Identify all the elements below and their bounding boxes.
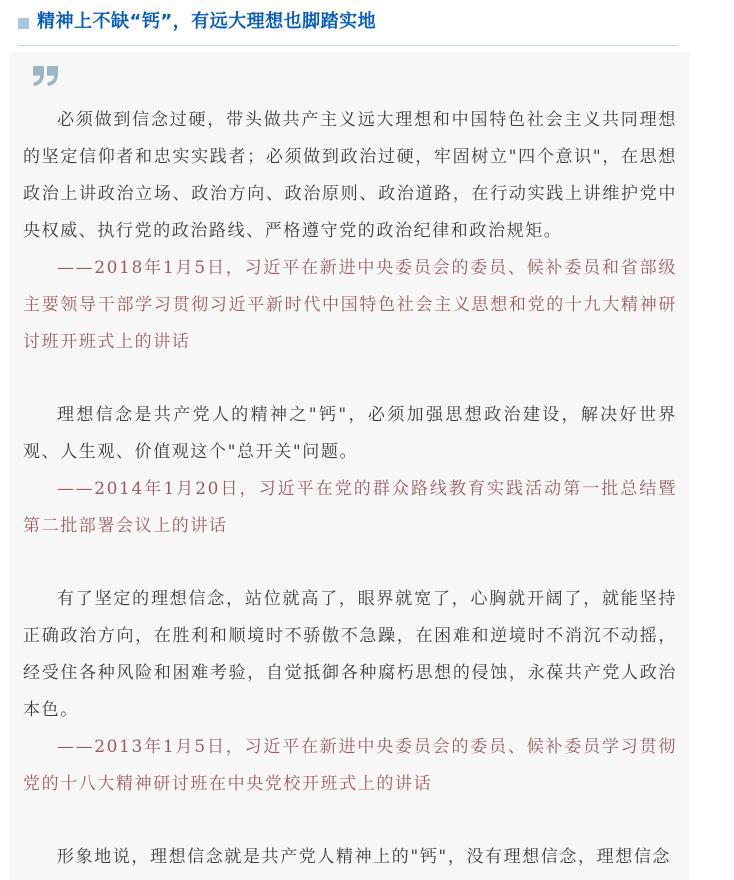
quote-item — [23, 581, 677, 803]
bullet-square-icon — [18, 18, 29, 29]
quote-item — [23, 102, 677, 361]
page-title: 精神上不缺“钙”，有远大理想也脚踏实地 — [37, 11, 377, 32]
quote-text: 必须做到信念过硬，带头做共产主义远大理想和中国特色社会主义共同理想的坚定信仰者和忠实实践者；必须做到政治过硬，牢固树立"四个意识"，在思想政治上讲政治立场、政治方向、政治原则、政治道路，在行动实践上讲维护党中央权威、执行党的政治路线、严格遵守党的政治纪律和政治规矩。 — [23, 110, 677, 241]
quote-list — [23, 102, 677, 876]
quote-text: 有了坚定的理想信念，站位就高了，眼界就宽了，心胸就开阔了，就能坚持正确政治方向，在胜利和顺境时不骄傲不急躁，在困难和逆境时不消沉不动摇，经受住各种风险和困难考验，自觉抵御各种腐朽思想的侵蚀，永葆共产党人政治本色。 — [23, 589, 677, 720]
quote-item — [23, 839, 677, 876]
quote-attribution: ——2018年1月5日，习近平在新进中央委员会的委员、候补委员和省部级主要领导干部学习贯彻习近平新时代中国特色社会主义思想和党的十九大精神研讨班开班式上的讲话 — [23, 258, 677, 352]
quote-text: 形象地说，理想信念就是共产党人精神上的"钙"，没有理想信念，理想信念 — [57, 847, 672, 867]
page-header — [0, 0, 734, 34]
quote-box — [10, 52, 690, 880]
quote-attribution: ——2013年1月5日，习近平在新进中央委员会的委员、候补委员学习贯彻党的十八大精神研讨班在中央党校开班式上的讲话 — [23, 737, 677, 794]
quote-text: 理想信念是共产党人的精神之"钙"，必须加强思想政治建设，解决好世界观、人生观、价值观这个"总开关"问题。 — [23, 405, 677, 462]
quote-left-icon — [33, 66, 677, 90]
header-divider — [18, 45, 678, 46]
quote-item — [23, 397, 677, 545]
quote-attribution: ——2014年1月20日，习近平在党的群众路线教育实践活动第一批总结暨第二批部署会议上的讲话 — [23, 479, 677, 536]
